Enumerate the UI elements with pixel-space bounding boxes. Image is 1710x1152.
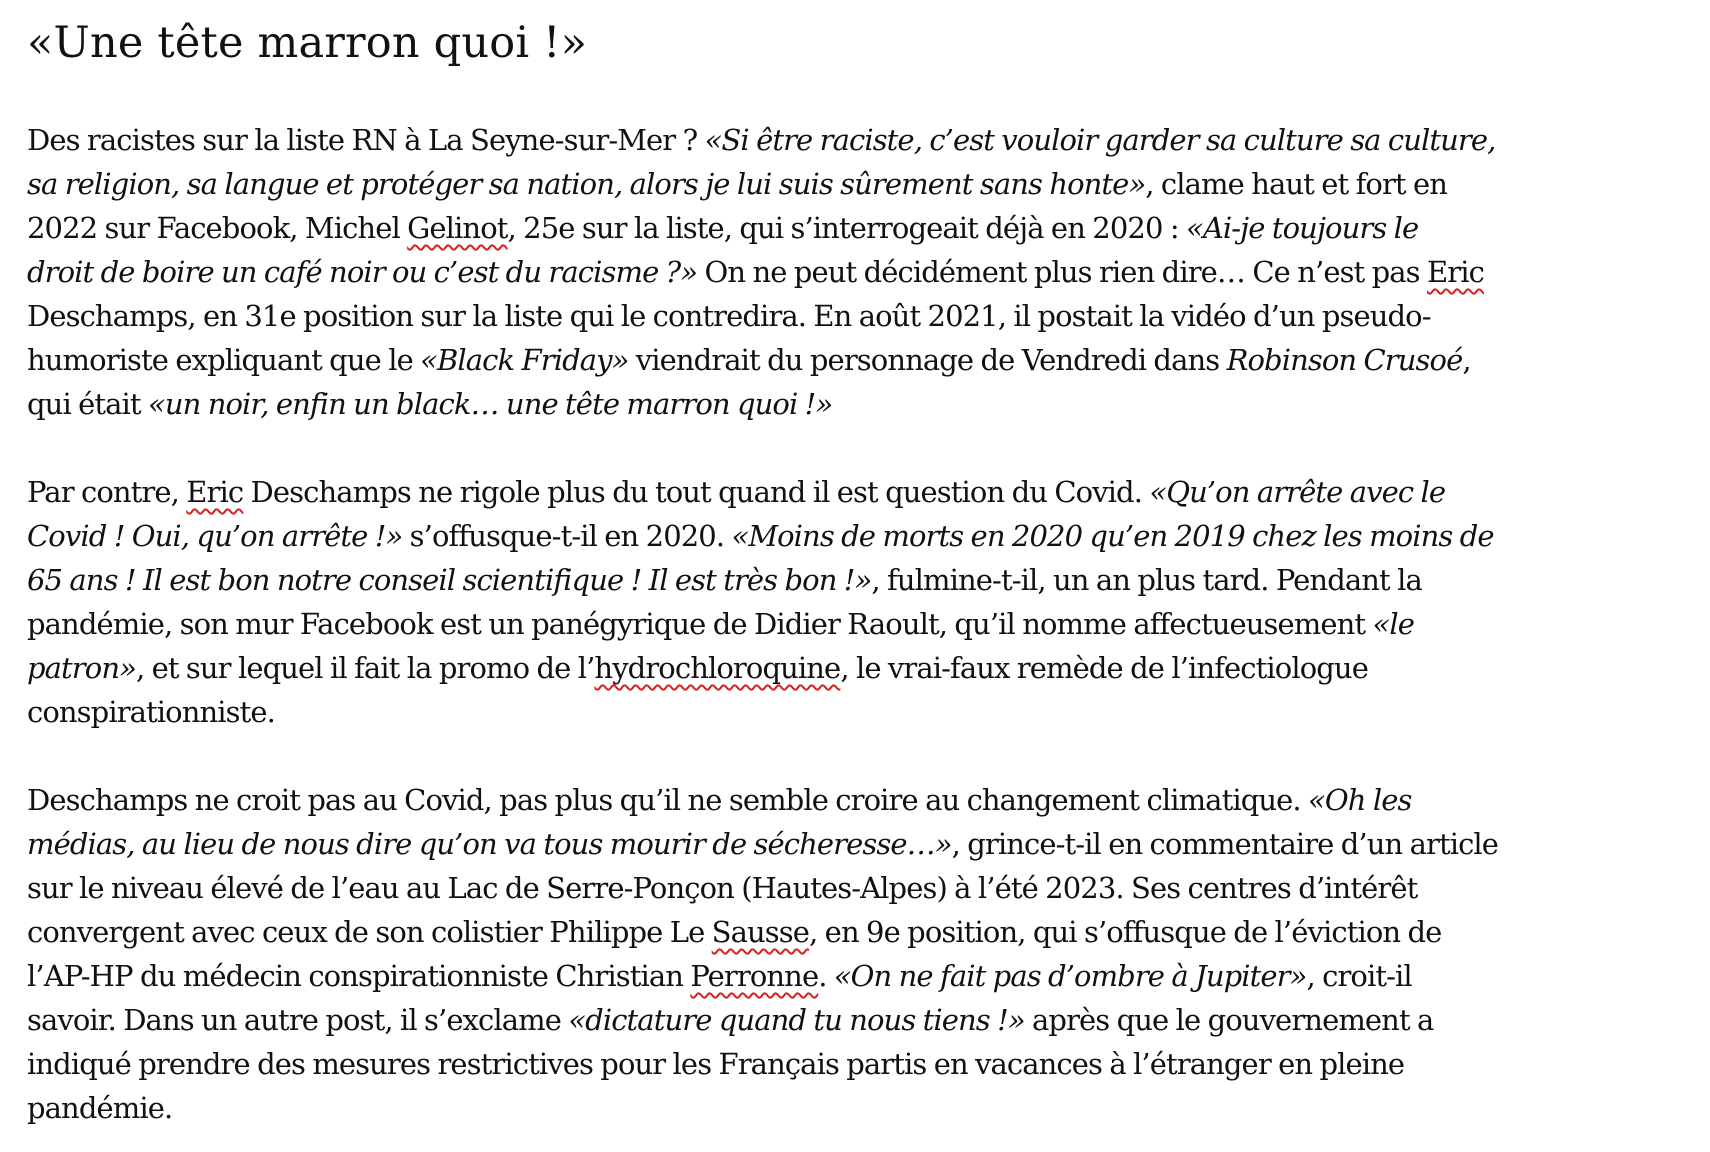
text-line [27,382,1687,426]
text-line [27,514,1687,558]
text-run: l’AP-HP du médecin conspirationniste Christian [27,959,691,993]
text-line [27,118,1687,162]
paragraph-2 [27,470,1687,734]
text-line [27,822,1687,866]
text-run: Deschamps ne rigole plus du tout quand il est question du Covid. [243,475,1150,509]
text-run: Des racistes sur la liste RN à La Seyne-sur-Mer ? [27,123,705,157]
page-title: «Une tête marron quoi !» [27,18,588,68]
spellcheck-flagged-word: Gelinot [407,211,508,245]
quote-text: «Moins de morts en 2020 qu’en 2019 chez les moins de [731,519,1494,553]
text-run: Par contre, [27,475,187,509]
text-run: qui était [27,387,148,421]
text-run: Deschamps, en 31e position sur la liste qui le contredira. En août 2021, il postait la vidéo d’un pseudo- [27,299,1431,333]
quote-text: «Si être raciste, c’est vouloir garder sa culture sa culture, [704,123,1496,157]
quote-text: «un noir, enfin un black… une tête marron quoi !» [148,387,833,421]
paragraph-1 [27,118,1687,426]
text-line [27,1086,1687,1130]
document-page [27,0,1687,1130]
spellcheck-flagged-word: Eric [1427,255,1484,289]
spellcheck-flagged-word: Sausse [711,915,810,949]
text-line [27,866,1687,910]
quote-text: médias, au lieu de nous dire qu’on va tous mourir de sécheresse…» [27,827,952,861]
text-run: , croit-il [1306,959,1412,993]
quote-text: «Oh les [1308,783,1412,817]
text-run: sur le niveau élevé de l’eau au Lac de Serre-Ponçon (Hautes-Alpes) à l’été 2023. Ses centres d’intérêt [27,871,1418,905]
text-run: , 25e sur la liste, qui s’interrogeait déjà en 2020 : [507,211,1187,245]
text-line [27,778,1687,822]
text-run: convergent avec ceux de son colistier Philippe Le [27,915,712,949]
text-line [27,470,1687,514]
spellcheck-flagged-word: hydrochloroquine [594,651,841,685]
text-run: Deschamps ne croit pas au Covid, pas plus qu’il ne semble croire au changement climatique. [27,783,1309,817]
quote-text: droit de boire un café noir ou c’est du racisme ?» [27,255,698,289]
text-run: . [818,959,834,993]
quote-text: «Qu’on arrête avec le [1149,475,1446,509]
text-run: , fulmine-t-il, un an plus tard. Pendant la [871,563,1422,597]
text-run: , et sur lequel il fait la promo de l’ [135,651,595,685]
text-line [27,998,1687,1042]
text-line [27,250,1687,294]
text-line [27,910,1687,954]
text-run: s’offusque-t-il en 2020. [402,519,732,553]
text-line [27,602,1687,646]
text-run: 2022 sur Facebook, Michel [27,211,408,245]
quote-text: Covid ! Oui, qu’on arrête !» [27,519,403,553]
quote-text: «Ai-je toujours le [1186,211,1419,245]
text-run: , le vrai-faux remède de l’infectiologue [840,651,1368,685]
text-run: après que le gouvernement a [1024,1003,1434,1037]
quote-text: patron» [27,651,136,685]
text-line [27,206,1687,250]
text-run: , grince-t-il en commentaire d’un article [951,827,1499,861]
text-run: indiqué prendre des mesures restrictives pour les Français partis en vacances à l’étranger en pleine [27,1047,1405,1081]
text-run: humoriste expliquant que le [27,343,421,377]
text-line [27,294,1687,338]
quote-text: 65 ans ! Il est bon notre conseil scientifique ! Il est très bon !» [27,563,872,597]
quote-text: «dictature quand tu nous tiens !» [568,1003,1025,1037]
book-title-text: Robinson Crusoé [1226,343,1463,377]
text-run: viendrait du personnage de Vendredi dans [628,343,1227,377]
article-body [27,118,1687,1130]
text-run: pandémie, son mur Facebook est un panégyrique de Didier Raoult, qu’il nomme affectueusement [27,607,1373,641]
spellcheck-flagged-word: Eric [186,475,244,509]
text-line [27,558,1687,602]
text-run: On ne peut décidément plus rien dire… Ce n’est pas [697,255,1427,289]
quote-text: sa religion, sa langue et protéger sa nation, alors je lui suis sûrement sans honte» [27,167,1146,201]
quote-text: «Black Friday» [420,343,629,377]
text-line [27,954,1687,998]
text-run: conspirationniste. [27,695,275,729]
spellcheck-flagged-word: Perronne [690,959,819,993]
text-line [27,690,1687,734]
text-run: , [1462,343,1471,377]
text-line [27,646,1687,690]
text-run: , clame haut et fort en [1145,167,1448,201]
text-run: , en 9e position, qui s’offusque de l’éviction de [809,915,1442,949]
text-run: pandémie. [27,1091,173,1125]
text-line [27,162,1687,206]
paragraph-3 [27,778,1687,1130]
text-run: savoir. Dans un autre post, il s’exclame [27,1003,569,1037]
text-line [27,338,1687,382]
text-line [27,1042,1687,1086]
quote-text: «On ne fait pas d’ombre à Jupiter» [833,959,1307,993]
quote-text: «le [1372,607,1414,641]
